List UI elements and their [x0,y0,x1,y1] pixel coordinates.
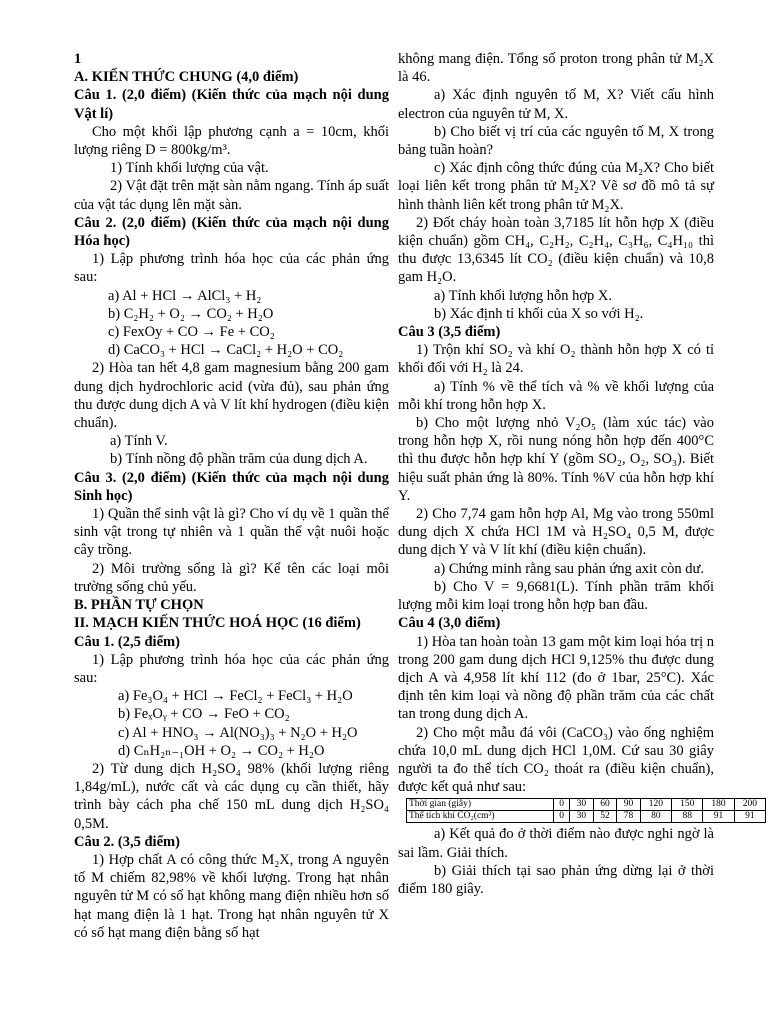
paragraph: a) Tính % về thể tích và % về khối lượng của mỗi khí trong hỗn hợp X. [398,378,714,413]
table-cell: 120 [640,799,671,811]
paragraph: b) Giải thích tại sao phản ứng dừng lại ở thời điểm 180 giây. [398,862,714,897]
paragraph: 1) Lập phương trình hóa học của các phản ứng sau: [74,251,389,286]
section-heading: Câu 4 (3,0 điểm) [398,615,501,632]
paragraph: a) Xác định nguyên tố M, X? Viết cấu hình electron của nguyên tử M, X. [398,87,714,122]
paragraph: 1) Lập phương trình hóa học của các phản ứng sau: [74,651,389,686]
paragraph: b) Cho một lượng nhỏ V₂O₅ (làm xúc tác) vào trong hỗn hợp X, rồi nung nóng hỗn hợp đến 400°C thì thu được hỗn hợp khí Y (gồm SO₂, O₂, SO₃). Biết hiệu suất phản ứng là 80%. Tính %V của hỗn hợp khí Y. [398,415,714,504]
paragraph: 2) Cho 7,74 gam hỗn hợp Al, Mg vào trong 550ml dung dịch X chứa HCl 1M và H₂SO₄ 0,5 M, được dung dịch Y và V lít khí (điều kiện chuẩn). [398,506,714,559]
table-cell: 150 [672,799,703,811]
table-row-volume [407,811,766,823]
paragraph: b) Xác định tỉ khối của X so với H₂. [434,305,644,322]
paragraph: 2) Cho một mẫu đá vôi (CaCO₃) vào ống nghiệm chứa 10,0 mL dung dịch HCl 1,0M. Cứ sau 30 giây người ta đo thể tích CO₂ thoát ra (điều kiện chuẩn), được kết quả như sau: [398,724,714,796]
section-heading: B. PHẦN TỰ CHỌN [74,597,204,614]
paragraph: b) Cho V = 9,6681(L). Tính phần trăm khối lượng mỗi kim loại trong hỗn hợp ban đầu. [398,578,714,614]
section-heading: Câu 1. (2,0 điểm) (Kiến thức của mạch nội dung Vật lí) [74,87,389,122]
paragraph: 1) Tính khối lượng của vật. [110,160,269,177]
paragraph: d) CaCO₃ + HCl → CaCl₂ + H₂O + CO₂ [108,342,344,359]
paragraph: 1) Trộn khí SO₂ và khí O₂ thành hỗn hợp X có tỉ khối đối với H₂ là 24. [398,342,714,377]
section-heading: Câu 2. (3,5 điểm) [74,833,180,850]
paragraph: c) Xác định công thức đúng của M₂X? Cho biết loại liên kết trong phân tử M₂X? Vẽ sơ đồ mô tả sự hình thành liên kết trong phân tử M₂X. [398,160,714,213]
table-cell: 30 [570,799,594,811]
table-cell: 30 [570,811,594,823]
section-heading: Câu 1. (2,5 điểm) [74,633,180,650]
table-cell: 78 [617,811,641,823]
table-row-label: Thể tích khí CO₂(cm³) [407,811,554,823]
section-heading: II. MẠCH KIẾN THỨC HOÁ HỌC (16 điểm) [74,615,361,632]
table-cell: 180 [703,799,734,811]
paragraph: 1) Hợp chất A có công thức M₂X, trong A nguyên tố M chiếm 82,98% về khối lượng. Trong hạt nhân nguyên tử M có số hạt không mang điện nhiều hơn số hạt mang điện là 1 hạt. Trong hạt nhân nguyên tử X có số hạt mang điện bằng số hạt [74,851,389,941]
paragraph: c) Al + HNO₃ → Al(NO₃)₃ + N₂O + H₂O [118,724,358,741]
paragraph: a) Fe₃O₄ + HCl → FeCl₂ + FeCl₃ + H₂O [118,688,353,705]
paragraph: 2) Hòa tan hết 4,8 gam magnesium bằng 200 gam dung dịch hydrochloric acid (vừa đủ), sau phản ứng thu được dung dịch A và V lít khí hydrogen (điều kiện chuẩn). [74,360,389,432]
table-cell: 52 [593,811,617,823]
co2-volume-table [406,798,766,823]
paragraph: 1) Hòa tan hoàn toàn 13 gam một kim loại hóa trị n trong 200 gam dung dịch HCl 9,125% thu được dung dịch A và 4,958 lít khí 112 (đo ở 1bar, 25°C). Xác định tên kim loại và nồng độ phần trăm của các chất tan trong dung dịch A. [398,633,714,723]
paragraph: a) Kết quả đo ở thời điểm nào được nghi ngờ là sai lầm. Giải thích. [398,826,714,861]
paragraph: a) Tính khối lượng hỗn hợp X. [434,287,612,304]
section-heading: Câu 3. (2,0 điểm) (Kiến thức của mạch nội dung Sinh học) [74,469,389,504]
paragraph: c) FexOy + CO → Fe + CO₂ [108,324,275,341]
paragraph: b) Tính nồng độ phần trăm của dung dịch A. [110,451,368,468]
table-cell: 200 [734,799,765,811]
paragraph: a) Al + HCl → AlCl₃ + H₂ [108,287,262,304]
paragraph: Cho một khối lập phương cạnh a = 10cm, khối lượng riêng D = 800kg/m³. [74,123,389,159]
table-cell: 90 [617,799,641,811]
paragraph: b) FeₓOᵧ + CO → FeO + CO₂ [118,706,290,723]
left-column-body [74,68,389,942]
paragraph: 2) Môi trường sống là gì? Kể tên các loại môi trường sống chủ yếu. [74,560,389,595]
table-row-label: Thời gian (giây) [407,799,554,811]
right-column-body-bottom [398,825,714,898]
table-cell: 91 [703,811,734,823]
table-cell: 91 [734,811,765,823]
table-cell: 0 [554,811,570,823]
paragraph: 2) Từ dung dịch H₂SO₄ 98% (khối lượng riêng 1,84g/mL), nước cất và các dụng cụ cần thiết, hãy trình bày cách pha chế 150 mL dung dịch H₂SO₄ 0,5M. [74,760,389,832]
paragraph: 2) Vật đặt trên mặt sàn nằm ngang. Tính áp suất của vật tác dụng lên mặt sàn. [74,178,389,213]
table-row-time [407,799,766,811]
section-heading: Câu 2. (2,0 điểm) (Kiến thức của mạch nội dung Hóa học) [74,214,389,250]
paragraph: d) CₙH₂ₙ₋₁OH + O₂ → CO₂ + H₂O [118,742,325,759]
section-heading: Câu 3 (3,5 điểm) [398,324,501,341]
table-cell: 0 [554,799,570,811]
paragraph: 1) Quần thể sinh vật là gì? Cho ví dụ về 1 quần thể sinh vật trong tự nhiên và 1 quần thể vật nuôi hoặc cây trồng. [74,506,389,559]
paragraph: 2) Đốt cháy hoàn toàn 3,7185 lít hỗn hợp X (điều kiện chuẩn) gồm CH₄, C₂H₂, C₂H₄, C₃H₆, C₄H₁₀ thì thu được 13,6345 lít CO₂ (điều kiện chuẩn) và 10,8 gam H₂O. [398,214,714,286]
paragraph: a) Chứng minh rằng sau phản ứng axit còn dư. [434,560,705,577]
paragraph: không mang điện. Tổng số proton trong phân tử M₂X là 46. [398,51,714,86]
page-number: 1 [74,51,82,67]
table-cell: 88 [672,811,703,823]
right-column-body-top [398,50,714,796]
paragraph: b) C₂H₂ + O₂ → CO₂ + H₂O [108,305,274,322]
right-column [398,50,757,898]
paragraph: b) Cho biết vị trí của các nguyên tố M, X trong bảng tuần hoàn? [398,123,714,159]
section-heading: A. KIẾN THỨC CHUNG (4,0 điểm) [74,69,299,86]
table-cell: 60 [593,799,617,811]
table-cell: 80 [640,811,671,823]
paragraph: a) Tính V. [110,433,168,450]
left-column [74,50,389,942]
